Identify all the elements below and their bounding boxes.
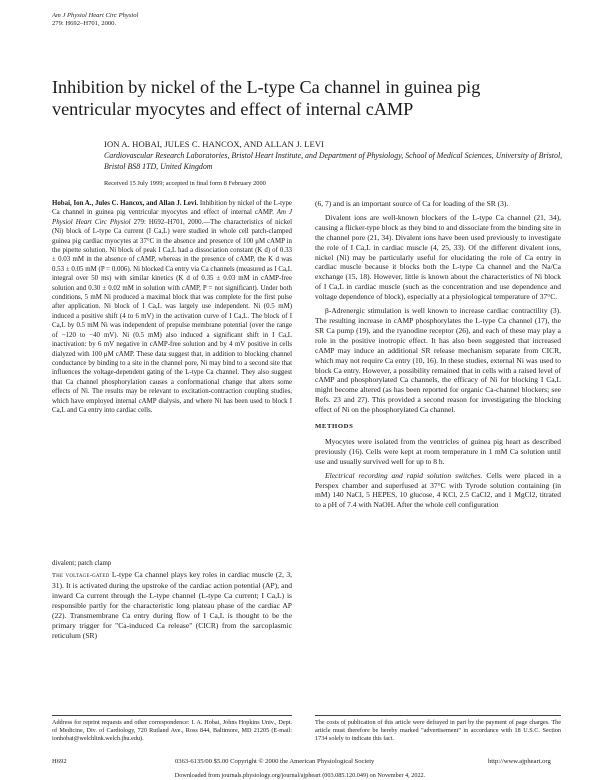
right-paragraph-2: β-Adrenergic stimulation is well known to increase cardiac contractility (3). The resulting increase in cAMP phosphorylates the L-type Ca channel (17), the SR Ca pump (19), and the ryanodine receptor (26), and each of these may play a role in the positive inotropic effect. It has also been suggested that increased cAMP may induce an additional SR release mechanism separate from CICR, which may not require Ca entry (10, 16). In these studies, external Ni was used to block Ca entry. However, a possibility remained that in cells with a raised level of cAMP and phosphorylated Ca channels, the efficacy of Ni for blocking I Ca,L might become altered (as has been reported for organic Ca-channel blockers; see Refs. 23 and 27). This provided a second reason for investigating the blocking effect of Ni on the phosphorylated Ca channel. [315, 306, 561, 415]
article-title: Inhibition by nickel of the L-type Ca channel in guinea pig ventricular myocytes and effect of internal cAMP [52, 77, 481, 119]
intro-text: L-type Ca channel plays key roles in cardiac muscle (2, 3, 31). It is activated during the upstroke of the cardiac action potential (AP), and inward Ca current through the L-type channel (L-type Ca current; I Ca,L) is responsible partly for the characteristic long plateau phase of the cardiac AP (22). Transmembrane Ca entry during flow of I Ca,L is thought to be the primary trigger for "Ca-induced Ca release" (CICR) from the sarcoplasmic reticulum (SR) [52, 570, 292, 640]
abstract-lead: Hobai, Ion A., Jules C. Hancox, and Allan J. Levi. [52, 200, 199, 207]
methods-paragraph-2-text: Cells were placed in a Perspex chamber and superfused at 37°C with Tyrode solution containing (in mM) 140 NaCl, 5 HEPES, 10 glucose, 4 KCl, 2.5 CaCl2, and 1 MgCl2, titrated to a pH of 7.4 with NaOH. After the whole cell configuration [315, 470, 562, 510]
journal-url[interactable]: http://www.ajpheart.org [488, 758, 551, 765]
publication-cost-footnote: The costs of publication of this article were defrayed in part by the payment of page charges. The article must therefore be hereby marked "advertisement" in accordance with 18 U.S.C. Section 1734 solely to indicate this fact. [315, 719, 561, 742]
abstract-body: 279: H692–H701, 2000.—The characteristics of nickel (Ni) block of L-type Ca current (I Ca,L) were studied in whole cell patch-clamped guinea pig cardiac myocytes at 37°C in the absence and presence of 100 μM cAMP in the pipette solution. Ni block of peak I Ca,L had a dissociation constant (K d) of 0.33 ± 0.03 mM in the absence of cAMP, whereas in the presence of cAMP, the K d was 0.53 ± 0.05 mM (P = 0.006). Ni blocked Ca entry via Ca channels (measured as I Ca,L integral over 50 ms) with similar kinetics (K d of 0.35 ± 0.03 mM in cAMP-free solution and 0.30 ± 0.02 mM in solution with cAMP, P = not significant). Under both conditions, 5 mM Ni produced a maximal block that was complete for the first pulse after application. Ni block of I Ca,L was largely use independent. Ni (0.5 mM) induced a positive shift (4 to 6 mV) in the activation curve of I Ca,L. The block of I Ca,L by 0.5 mM Ni was independent of prepulse membrane potential (over the range of −120 to −40 mV). Ni (0.5 mM) also induced a significant shift in I Ca,L inactivation: by 6 mV negative in cAMP-free solution and by 4 mV positive in cells dialyzed with 100 μM cAMP. These data suggest that, in addition to blocking channel conductance by binding to a site in the channel pore, Ni may bind to a second site that influences the voltage-dependent gating of the L-type Ca channel. They also suggest that Ca channel phosphorylation causes a conformational change that alters some effects of Ni. The results may be relevant to excitation-contraction coupling studies, which have employed internal cAMP dialysis, and where Ni has been used to block I Ca,L and Ca entry into cardiac cells. [52, 218, 293, 414]
methods-subheading: Electrical recording and rapid solution switches. [325, 470, 483, 480]
copyright-line: 0363-6135/00 $5.00 Copyright © 2000 the American Physiological Society [175, 758, 375, 765]
affiliation: Cardiovascular Research Laboratories, Bristol Heart Institute, and Department of Physiology, School of Medical Sciences, University of Bristol, Bristol BS8 1TD, United Kingdom [104, 151, 563, 171]
introduction-paragraph [52, 570, 292, 641]
received-dates: Received 15 July 1999; accepted in final form 8 February 2000 [104, 180, 266, 187]
intro-smallcaps: The voltage-gated [52, 572, 110, 579]
methods-paragraph-2 [315, 471, 561, 511]
journal-header [52, 12, 138, 29]
abstract-journal-ref: Am J Physiol Heart Circ Physiol [52, 209, 292, 226]
methods-paragraph-1: Myocytes were isolated from the ventricles of guinea pig heart as described previously (16). Cells were kept at room temperature in 1 mM Ca solution until use and usually survived well for up to 8 h. [315, 436, 561, 466]
footnote-rule-left [52, 715, 292, 716]
journal-citation: 279: H692–H701, 2000. [52, 20, 117, 28]
journal-name: Am J Physiol Heart Circ Physiol [52, 12, 139, 19]
abstract-title: Inhibition by nickel of the L-type Ca channel in guinea pig ventricular myocytes and effect of internal cAMP. [52, 200, 292, 217]
footnote-rule-right [315, 715, 561, 716]
abstract [52, 199, 292, 415]
methods-heading: METHODS [315, 423, 354, 431]
page-number: H692 [52, 758, 67, 765]
right-paragraph-0: (6, 7) and is an important source of Ca for loading of the SR (3). [315, 199, 509, 208]
author-list: ION A. HOBAI, JULES C. HANCOX, AND ALLAN J. LEVI [104, 139, 325, 149]
download-notice: Downloaded from journals.physiology.org/journal/ajpheart (003.085.120.049) on November 4, 2022. [174, 772, 426, 779]
keywords: divalent; patch clamp [52, 560, 112, 567]
right-paragraph-1: Divalent ions are well-known blockers of the L-type Ca channel (21, 34), causing a flicker-type block as they bind to and dissociate from the binding site in the channel pore (21, 34). Divalent ions have been used previously to investigate the role of I Ca,L in cardiac muscle (4, 25, 33). Of the different divalent ions, nickel (Ni) may be particularly useful for elucidating the role of Ca entry in cardiac muscle because it blocks both the L-type Ca channel and the Na/Ca exchange (15, 18). However, little is known about the characteristics of Ni block of I Ca,L in cardiac muscle (such as the concentration and use dependence and voltage dependence of block), especially at a physiological temperature of 37°C. [315, 212, 561, 302]
correspondence-footnote: Address for reprint requests and other correspondence: I. A. Hobai, Johns Hopkins Univ., Dept. of Medicine, Div. of Cardiology, 720 Rutland Ave., Ross 844, Baltimore, MD 21205 (E-mail: ionhobai@welchlink.welch.jhu.edu). [52, 719, 292, 742]
right-column [315, 199, 561, 510]
